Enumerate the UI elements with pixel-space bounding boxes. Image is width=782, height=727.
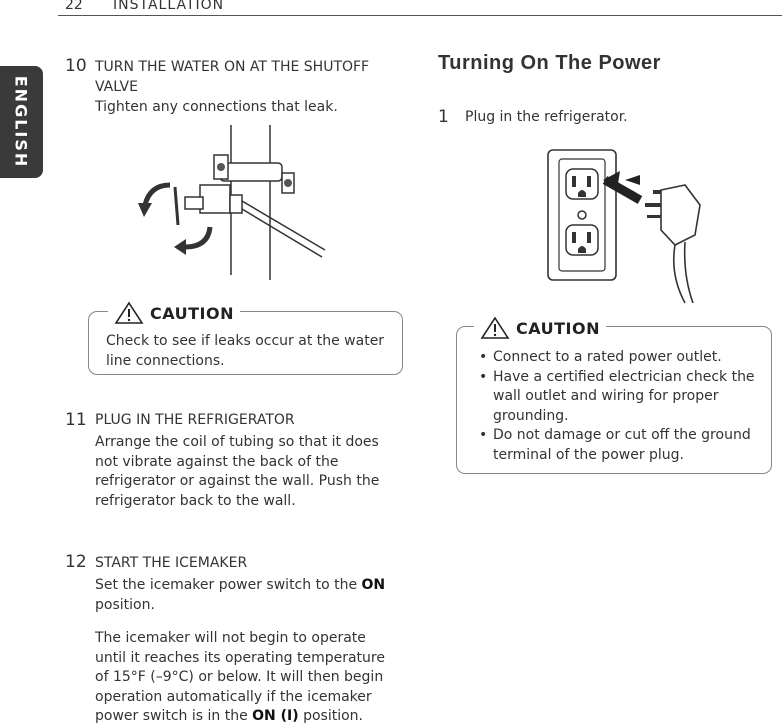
page-number: 22 bbox=[65, 0, 83, 13]
outlet-plug-illustration bbox=[545, 145, 725, 305]
step-12-text1-before: Set the icemaker power switch to the bbox=[95, 577, 362, 593]
step-1-text: Plug in the refrigerator. bbox=[465, 109, 628, 125]
caution-text-1: Check to see if leaks occur at the water line connections. bbox=[106, 333, 385, 369]
step-10-title: TURN THE WATER ON AT THE SHUTOFF VALVE bbox=[95, 59, 370, 95]
step-12-text2-after: position. bbox=[298, 708, 363, 724]
header-divider bbox=[58, 15, 782, 16]
language-label: ENGLISH bbox=[11, 75, 31, 169]
section-heading: Turning On The Power bbox=[438, 52, 661, 74]
section-title: INSTALLATION bbox=[113, 0, 225, 13]
step-12-title: START THE ICEMAKER bbox=[95, 555, 248, 571]
step-10-number: 10 bbox=[65, 56, 87, 76]
step-11-number: 11 bbox=[65, 410, 87, 430]
warning-triangle-icon bbox=[114, 301, 144, 325]
caution-label-1: CAUTION bbox=[150, 303, 234, 323]
step-12-paragraph-1 bbox=[95, 576, 400, 615]
caution-label-2: CAUTION bbox=[516, 318, 600, 338]
step-12-text1-after: position. bbox=[95, 596, 155, 613]
caution-item: • Have a certified electrician check the wall outlet and wiring for proper grounding. bbox=[479, 368, 764, 427]
step-11-text: Arrange the coil of tubing so that it does not vibrate against the back of the refrigerator or against the wall. Push the refrigerator back to the wall. bbox=[95, 434, 380, 509]
valve-illustration bbox=[130, 125, 350, 295]
warning-triangle-icon bbox=[480, 316, 510, 340]
step-10-text: Tighten any connections that leak. bbox=[95, 99, 338, 115]
caution-header-2 bbox=[474, 316, 606, 340]
step-12-text1-bold: ON bbox=[361, 577, 386, 593]
step-12-paragraph-2 bbox=[95, 629, 400, 727]
language-tab bbox=[0, 66, 43, 178]
step-1-number: 1 bbox=[438, 107, 449, 127]
step-11-title: PLUG IN THE REFRIGERATOR bbox=[95, 412, 295, 428]
step-12-text2-bold: ON (I) bbox=[252, 708, 299, 724]
caution-item: • Connect to a rated power outlet. bbox=[479, 348, 764, 368]
caution-item: • Do not damage or cut off the ground terminal of the power plug. bbox=[479, 426, 764, 465]
step-12-text2-before: The icemaker will not begin to operate until it reaches its operating temperature of 15°F (–9°C) or below. It will then begin operation automatically if the icemaker power switch is in the bbox=[95, 630, 385, 724]
step-12-number: 12 bbox=[65, 552, 87, 572]
caution-list bbox=[479, 348, 764, 465]
caution-header-1 bbox=[108, 301, 240, 325]
